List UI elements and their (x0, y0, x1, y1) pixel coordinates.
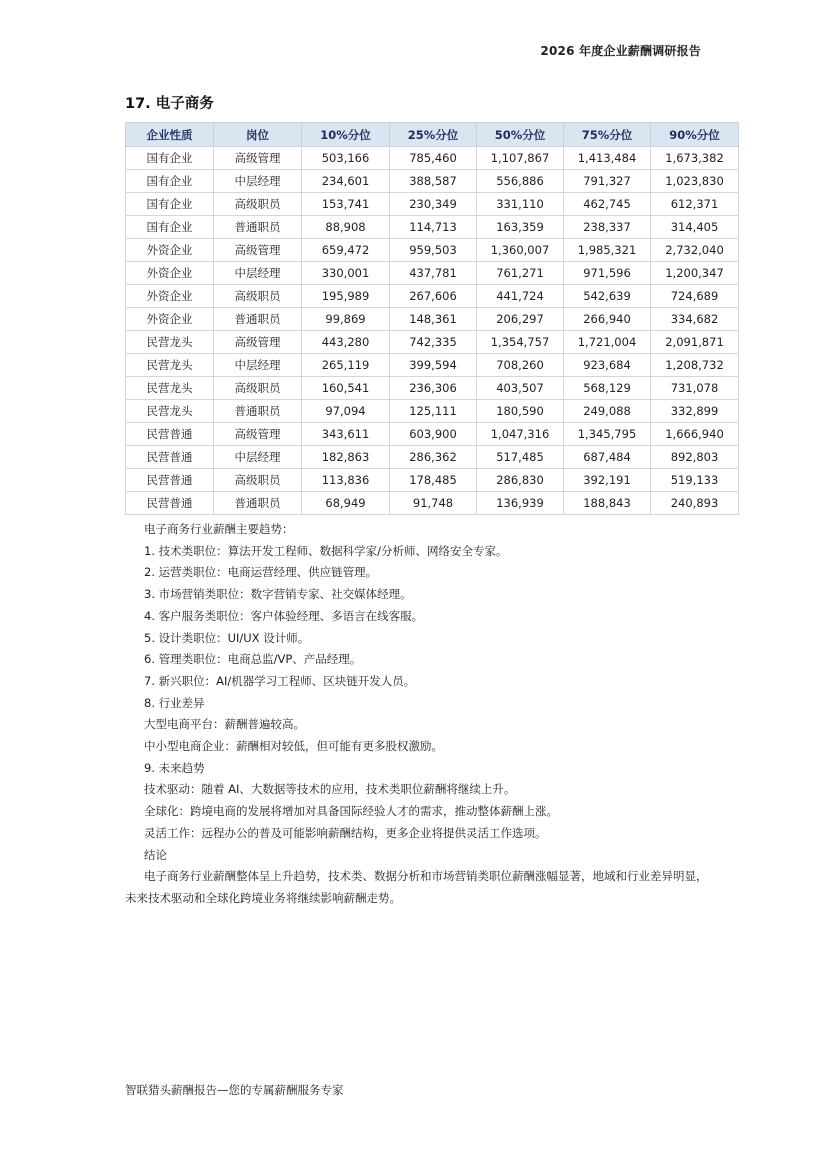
table-cell: 1,354,757 (477, 331, 564, 354)
table-cell: 1,107,867 (477, 147, 564, 170)
table-cell: 188,843 (564, 492, 651, 515)
table-cell: 外资企业 (126, 239, 214, 262)
table-cell: 331,110 (477, 193, 564, 216)
table-cell: 普通职员 (214, 308, 302, 331)
table-cell: 556,886 (477, 170, 564, 193)
trend-line: 3. 市场营销类职位：数字营销专家、社交媒体经理。 (144, 587, 412, 602)
trend-line: 1. 技术类职位：算法开发工程师、数据科学家/分析师、网络安全专家。 (144, 543, 508, 558)
table-row (126, 239, 739, 262)
table-row (126, 446, 739, 469)
column-header: 75%分位 (564, 123, 651, 147)
table-row (126, 469, 739, 492)
table-cell: 1,200,347 (651, 262, 739, 285)
table-cell: 外资企业 (126, 308, 214, 331)
column-header: 25%分位 (390, 123, 477, 147)
table-cell: 234,601 (302, 170, 390, 193)
table-cell: 230,349 (390, 193, 477, 216)
table-cell: 160,541 (302, 377, 390, 400)
table-cell: 286,362 (390, 446, 477, 469)
table-cell: 普通职员 (214, 492, 302, 515)
table-cell: 959,503 (390, 239, 477, 262)
table-cell: 高级职员 (214, 193, 302, 216)
table-cell: 普通职员 (214, 400, 302, 423)
trend-line: 电子商务行业薪酬主要趋势： (144, 522, 294, 536)
table-cell: 785,460 (390, 147, 477, 170)
table-cell: 286,830 (477, 469, 564, 492)
trend-line: 2. 运营类职位：电商运营经理、供应链管理。 (144, 565, 378, 580)
table-row (126, 216, 739, 239)
table-cell: 91,748 (390, 492, 477, 515)
column-header: 10%分位 (302, 123, 390, 147)
table-cell: 88,908 (302, 216, 390, 239)
table-cell: 1,666,940 (651, 423, 739, 446)
table-cell: 403,507 (477, 377, 564, 400)
table-row (126, 400, 739, 423)
table-cell: 761,271 (477, 262, 564, 285)
table-cell: 314,405 (651, 216, 739, 239)
table-cell: 民营普通 (126, 492, 214, 515)
table-cell: 125,111 (390, 400, 477, 423)
trend-line: 5. 设计类职位：UI/UX 设计师。 (144, 630, 310, 645)
table-cell: 136,939 (477, 492, 564, 515)
table-row (126, 262, 739, 285)
table-cell: 2,091,871 (651, 331, 739, 354)
column-header: 90%分位 (651, 123, 739, 147)
table-cell: 659,472 (302, 239, 390, 262)
table-row (126, 193, 739, 216)
table-row (126, 285, 739, 308)
table-cell: 高级职员 (214, 285, 302, 308)
trend-line: 7. 新兴职位：AI/机器学习工程师、区块链开发人员。 (144, 673, 416, 688)
table-cell: 高级管理 (214, 423, 302, 446)
table-cell: 国有企业 (126, 170, 214, 193)
table-cell: 791,327 (564, 170, 651, 193)
table-cell: 195,989 (302, 285, 390, 308)
table-cell: 923,684 (564, 354, 651, 377)
trend-line: 中小型电商企业：薪酬相对较低，但可能有更多股权激励。 (144, 739, 443, 754)
table-cell: 266,940 (564, 308, 651, 331)
table-cell: 1,208,732 (651, 354, 739, 377)
table-row (126, 354, 739, 377)
table-cell: 603,900 (390, 423, 477, 446)
table-cell: 国有企业 (126, 193, 214, 216)
table-cell: 中层经理 (214, 170, 302, 193)
table-cell: 148,361 (390, 308, 477, 331)
table-cell: 民营普通 (126, 446, 214, 469)
trend-line: 大型电商平台：薪酬普遍较高。 (144, 717, 305, 732)
table-cell: 238,337 (564, 216, 651, 239)
table-cell: 519,133 (651, 469, 739, 492)
table-cell: 206,297 (477, 308, 564, 331)
trend-text-block (125, 519, 710, 910)
table-cell: 中层经理 (214, 446, 302, 469)
trend-line: 全球化：跨境电商的发展将增加对具备国际经验人才的需求，推动整体薪酬上涨。 (144, 804, 558, 819)
table-cell: 2,732,040 (651, 239, 739, 262)
table-cell: 612,371 (651, 193, 739, 216)
table-cell: 542,639 (564, 285, 651, 308)
table-cell: 742,335 (390, 331, 477, 354)
table-cell: 高级职员 (214, 469, 302, 492)
table-cell: 236,306 (390, 377, 477, 400)
table-cell: 503,166 (302, 147, 390, 170)
table-cell: 普通职员 (214, 216, 302, 239)
table-row (126, 492, 739, 515)
table-cell: 441,724 (477, 285, 564, 308)
table-cell: 163,359 (477, 216, 564, 239)
table-cell: 1,360,007 (477, 239, 564, 262)
table-header-row (126, 123, 739, 147)
table-cell: 68,949 (302, 492, 390, 515)
salary-table (125, 122, 739, 515)
table-row (126, 377, 739, 400)
table-cell: 399,594 (390, 354, 477, 377)
trend-line: 9. 未来趋势 (144, 760, 205, 775)
trend-line: 8. 行业差异 (144, 695, 205, 710)
table-cell: 332,899 (651, 400, 739, 423)
report-header-title: 2026 年度企业薪酬调研报告 (540, 44, 701, 58)
trend-line: 结论 (144, 847, 167, 862)
table-cell: 高级管理 (214, 239, 302, 262)
table-cell: 民营龙头 (126, 400, 214, 423)
trend-line: 技术驱动：随着 AI、大数据等技术的应用，技术类职位薪酬将继续上升。 (144, 782, 516, 797)
table-cell: 388,587 (390, 170, 477, 193)
table-cell: 高级职员 (214, 377, 302, 400)
table-cell: 民营龙头 (126, 331, 214, 354)
table-cell: 687,484 (564, 446, 651, 469)
table-cell: 高级管理 (214, 147, 302, 170)
table-cell: 民营龙头 (126, 354, 214, 377)
column-header: 50%分位 (477, 123, 564, 147)
table-cell: 1,413,484 (564, 147, 651, 170)
table-cell: 外资企业 (126, 262, 214, 285)
table-row (126, 423, 739, 446)
table-cell: 中层经理 (214, 262, 302, 285)
table-cell: 971,596 (564, 262, 651, 285)
column-header: 岗位 (214, 123, 302, 147)
table-cell: 国有企业 (126, 147, 214, 170)
table-cell: 1,985,321 (564, 239, 651, 262)
table-cell: 民营普通 (126, 469, 214, 492)
table-cell: 330,001 (302, 262, 390, 285)
table-header (126, 123, 739, 147)
table-row (126, 308, 739, 331)
table-cell: 1,673,382 (651, 147, 739, 170)
table-cell: 99,869 (302, 308, 390, 331)
table-cell: 443,280 (302, 331, 390, 354)
table-row (126, 170, 739, 193)
table-cell: 437,781 (390, 262, 477, 285)
table-cell: 民营龙头 (126, 377, 214, 400)
table-cell: 267,606 (390, 285, 477, 308)
table-cell: 外资企业 (126, 285, 214, 308)
table-cell: 114,713 (390, 216, 477, 239)
table-cell: 民营普通 (126, 423, 214, 446)
conclusion-paragraph: 电子商务行业薪酬整体呈上升趋势，技术类、数据分析和市场营销类职位薪酬涨幅显著，地域和行业差异明显，未来技术驱动和全球化跨境业务将继续影响薪酬走势。 (125, 869, 708, 905)
table-cell: 182,863 (302, 446, 390, 469)
table-cell: 462,745 (564, 193, 651, 216)
table-cell: 1,047,316 (477, 423, 564, 446)
table-row (126, 147, 739, 170)
table-cell: 343,611 (302, 423, 390, 446)
table-cell: 392,191 (564, 469, 651, 492)
footer-text: 智联猎头薪酬报告—您的专属薪酬服务专家 (125, 1083, 344, 1097)
table-cell: 708,260 (477, 354, 564, 377)
section-title: 17. 电子商务 (125, 96, 214, 112)
table-cell: 240,893 (651, 492, 739, 515)
table-cell: 265,119 (302, 354, 390, 377)
table-cell: 568,129 (564, 377, 651, 400)
table-cell: 731,078 (651, 377, 739, 400)
table-cell: 153,741 (302, 193, 390, 216)
table-cell: 中层经理 (214, 354, 302, 377)
table-cell: 113,836 (302, 469, 390, 492)
table-body (126, 147, 739, 515)
trend-line: 灵活工作：远程办公的普及可能影响薪酬结构，更多企业将提供灵活工作选项。 (144, 825, 547, 840)
trend-line: 6. 管理类职位：电商总监/VP、产品经理。 (144, 652, 362, 667)
table-cell: 180,590 (477, 400, 564, 423)
table-cell: 高级管理 (214, 331, 302, 354)
table-cell: 724,689 (651, 285, 739, 308)
table-cell: 334,682 (651, 308, 739, 331)
table-cell: 892,803 (651, 446, 739, 469)
table-cell: 97,094 (302, 400, 390, 423)
column-header: 企业性质 (126, 123, 214, 147)
table-cell: 517,485 (477, 446, 564, 469)
table-cell: 1,721,004 (564, 331, 651, 354)
table-cell: 1,345,795 (564, 423, 651, 446)
table-cell: 国有企业 (126, 216, 214, 239)
table-cell: 1,023,830 (651, 170, 739, 193)
table-cell: 249,088 (564, 400, 651, 423)
trend-line: 4. 客户服务类职位：客户体验经理、多语言在线客服。 (144, 608, 424, 623)
table-row (126, 331, 739, 354)
table-cell: 178,485 (390, 469, 477, 492)
